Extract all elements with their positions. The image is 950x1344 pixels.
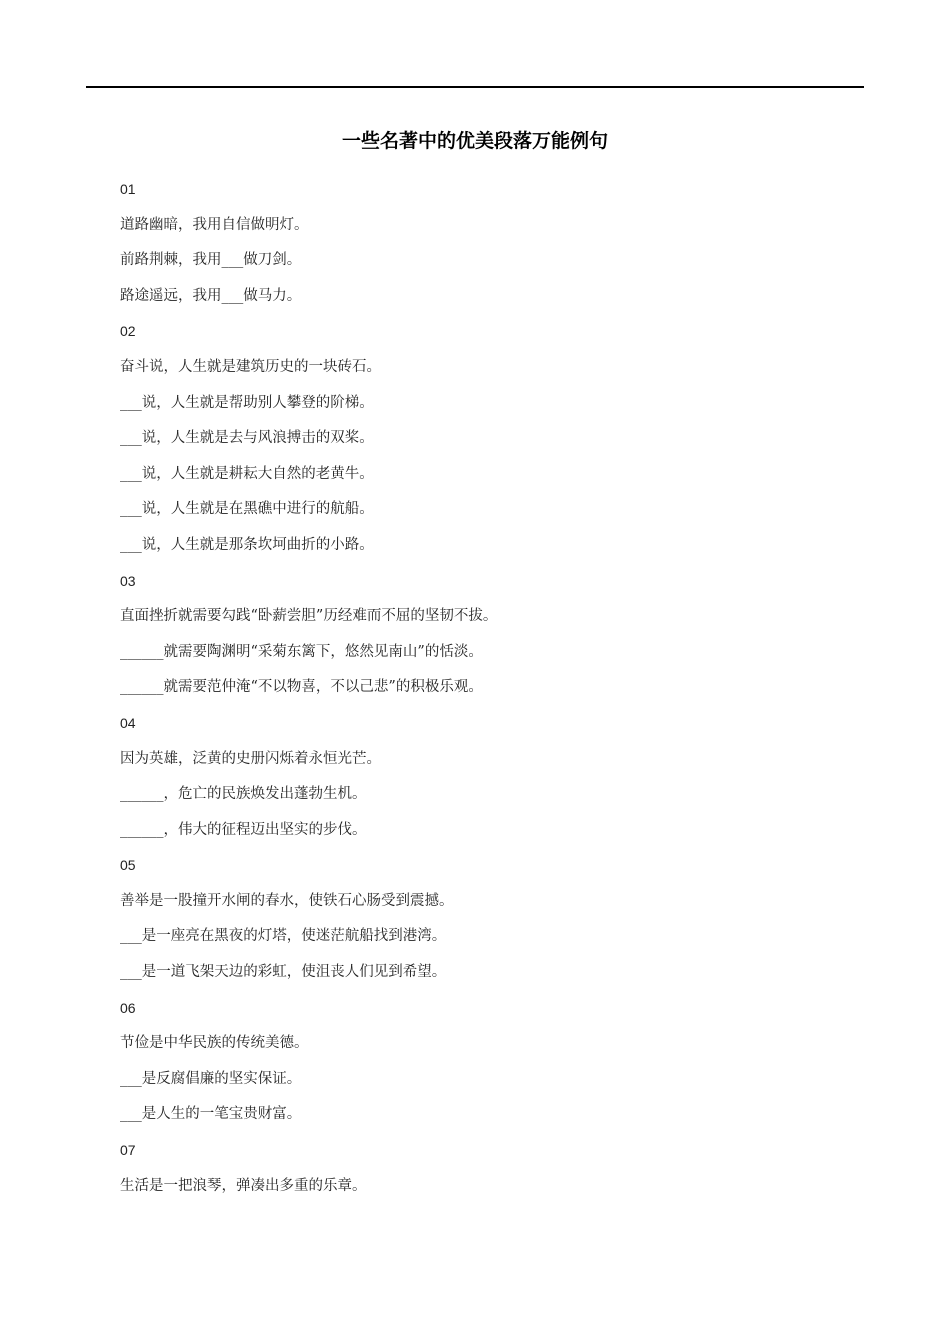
section-number: 02 <box>120 323 136 340</box>
example-sentence: 奋斗说，人生就是建筑历史的一块砖石。 <box>120 358 381 375</box>
header-rule <box>86 86 864 88</box>
example-sentence: ___说，人生就是在黑礁中进行的航船。 <box>120 501 374 518</box>
example-sentence: 前路荆棘，我用___做刀剑。 <box>120 252 302 269</box>
section <box>120 564 860 706</box>
example-sentence: ______，危亡的民族焕发出蓬勃生机。 <box>120 786 367 803</box>
example-sentence: ___是一道飞架天边的彩虹，使沮丧人们见到希望。 <box>120 964 447 981</box>
example-sentence: ______就需要范仲淹“不以物喜，不以己悲”的积极乐观。 <box>120 679 483 696</box>
section <box>120 991 860 1133</box>
section <box>120 848 860 990</box>
example-sentence: ___是一座亮在黑夜的灯塔，使迷茫航船找到港湾。 <box>120 928 447 945</box>
example-sentence: 直面挫折就需要勾践“卧薪尝胆”历经难而不屈的坚韧不拔。 <box>120 608 498 625</box>
example-sentence: ___说，人生就是耕耘大自然的老黄牛。 <box>120 465 374 482</box>
section <box>120 314 860 563</box>
document-body <box>120 172 860 1204</box>
section <box>120 172 860 314</box>
example-sentence: 因为英雄，泛黄的史册闪烁着永恒光芒。 <box>120 750 381 767</box>
section-number: 06 <box>120 999 136 1016</box>
example-sentence: ___说，人生就是去与风浪搏击的双桨。 <box>120 430 374 447</box>
section-number: 04 <box>120 714 136 731</box>
example-sentence: 道路幽暗，我用自信做明灯。 <box>120 216 309 233</box>
section <box>120 706 860 848</box>
example-sentence: ___说，人生就是帮助别人攀登的阶梯。 <box>120 394 374 411</box>
example-sentence: ___说，人生就是那条坎坷曲折的小路。 <box>120 536 374 553</box>
section-number: 05 <box>120 857 136 874</box>
section-number: 07 <box>120 1142 136 1159</box>
example-sentence: 生活是一把浪琴，弹凑出多重的乐章。 <box>120 1177 367 1194</box>
example-sentence: ___是反腐倡廉的坚实保证。 <box>120 1070 302 1087</box>
section-number: 01 <box>120 181 136 197</box>
document-title: 一些名著中的优美段落万能例句 <box>341 130 608 152</box>
example-sentence: ___是人生的一笔宝贵财富。 <box>120 1106 302 1123</box>
example-sentence: 节俭是中华民族的传统美德。 <box>120 1035 309 1052</box>
section-number: 03 <box>120 572 136 589</box>
example-sentence: ______，伟大的征程迈出坚实的步伐。 <box>120 821 367 838</box>
example-sentence: 路途遥远，我用___做马力。 <box>120 287 302 304</box>
section <box>120 1133 860 1204</box>
example-sentence: ______就需要陶渊明“采菊东篱下，悠然见南山”的恬淡。 <box>120 643 483 660</box>
example-sentence: 善举是一股撞开水闸的春水，使铁石心肠受到震撼。 <box>120 892 454 909</box>
